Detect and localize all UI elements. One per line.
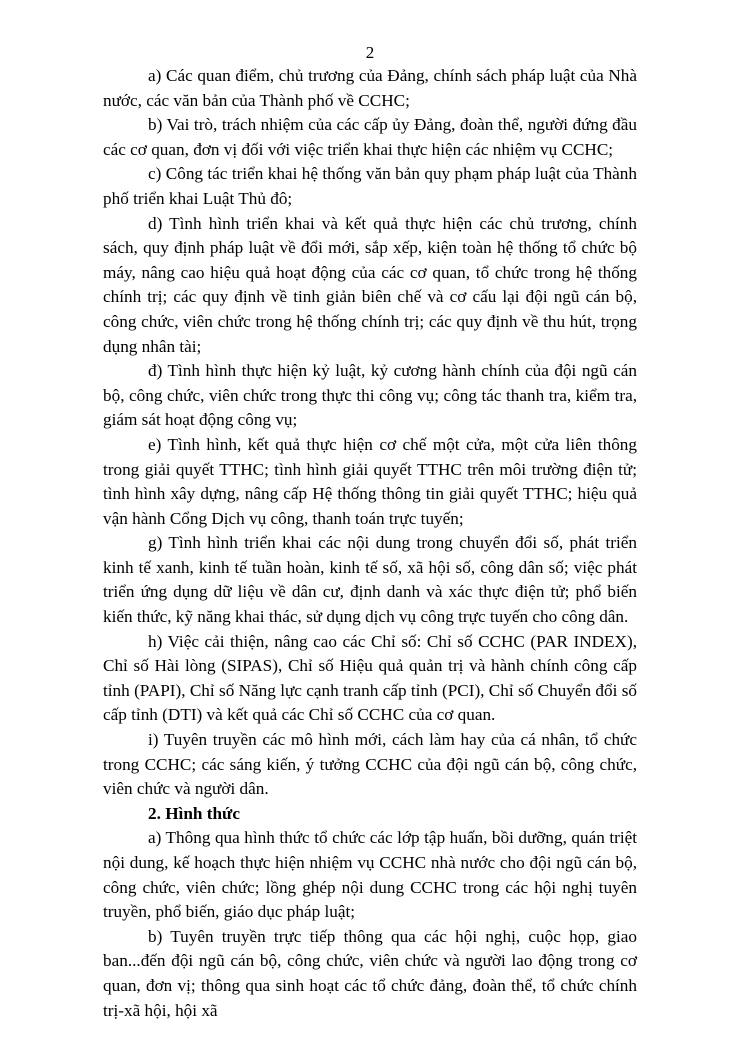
paragraph-dd: đ) Tình hình thực hiện kỷ luật, kỷ cương hành chính của đội ngũ cán bộ, công chức, viên chức trong thực thi công vụ; công tác thanh tra, kiểm tra, giám sát hoạt động công vụ;	[103, 361, 637, 430]
paragraph-d: d) Tình hình triển khai và kết quả thực hiện các chủ trương, chính sách, quy định pháp luật về đổi mới, sắp xếp, kiện toàn hệ thống tổ chức bộ máy, nâng cao hiệu quả hoạt động của các cơ quan, tổ chức trong hệ thống chính trị; các quy định về tinh giản biên chế và cơ cấu lại đội ngũ cán bộ, công chức, viên chức trong hệ thống chính trị; các quy định về thu hút, trọng dụng nhân tài;	[103, 213, 637, 356]
page-number: 2	[365, 43, 375, 62]
document-body	[103, 64, 637, 1023]
section-paragraph-a: a) Thông qua hình thức tổ chức các lớp tập huấn, bồi dưỡng, quán triệt nội dung, kế hoạch thực hiện nhiệm vụ CCHC nhà nước cho đội ngũ cán bộ, công chức, viên chức; lồng ghép nội dung CCHC trong các hội nghị tuyên truyền, phổ biến, giáo dục pháp luật;	[103, 828, 637, 922]
paragraph-a: a) Các quan điểm, chủ trương của Đảng, chính sách pháp luật của Nhà nước, các văn bản của Thành phố về CCHC;	[103, 66, 637, 110]
paragraph-i: i) Tuyên truyền các mô hình mới, cách làm hay của cá nhân, tổ chức trong CCHC; các sáng kiến, ý tưởng CCHC của đội ngũ cán bộ, công chức, viên chức và người dân.	[103, 730, 637, 799]
paragraph-c: c) Công tác triển khai hệ thống văn bản quy phạm pháp luật của Thành phố triển khai Luật Thủ đô;	[103, 164, 637, 208]
paragraph-h: h) Việc cải thiện, nâng cao các Chỉ số: Chỉ số CCHC (PAR INDEX), Chỉ số Hài lòng (SIPAS), Chỉ số Hiệu quả quản trị và hành chính công cấp tỉnh (PAPI), Chỉ số Năng lực cạnh tranh cấp tỉnh (PCI), Chỉ số Chuyển đổi số cấp tỉnh (DTI) và kết quả các Chỉ số CCHC của cơ quan.	[103, 631, 637, 725]
paragraph-e: e) Tình hình, kết quả thực hiện cơ chế một cửa, một cửa liên thông trong giải quyết TTHC; tình hình giải quyết TTHC trên môi trường điện tử; tình hình xây dựng, nâng cấp Hệ thống thông tin giải quyết TTHC; hiệu quả vận hành Cổng Dịch vụ công, thanh toán trực tuyến;	[103, 434, 637, 528]
paragraph-b: b) Vai trò, trách nhiệm của các cấp ủy Đảng, đoàn thể, người đứng đầu các cơ quan, đơn vị đối với việc triển khai thực hiện các nhiệm vụ CCHC;	[103, 115, 637, 159]
paragraph-g: g) Tình hình triển khai các nội dung trong chuyển đổi số, phát triển kinh tế xanh, kinh tế tuần hoàn, kinh tế số, xã hội số, công dân số; việc phát triển ứng dụng dữ liệu về dân cư, định danh và xác thực điện tử; phổ biến kiến thức, kỹ năng khai thác, sử dụng dịch vụ công trực tuyến cho công dân.	[103, 533, 637, 627]
section-paragraph-b: b) Tuyên truyền trực tiếp thông qua các hội nghị, cuộc họp, giao ban...đến đội ngũ cán bộ, công chức, viên chức và người lao động trong cơ quan, đơn vị; thông qua sinh hoạt các tổ chức đảng, đoàn thể, tổ chức chính trị-xã hội, hội xã	[103, 926, 637, 1020]
section-heading: 2. Hình thức	[148, 803, 240, 823]
